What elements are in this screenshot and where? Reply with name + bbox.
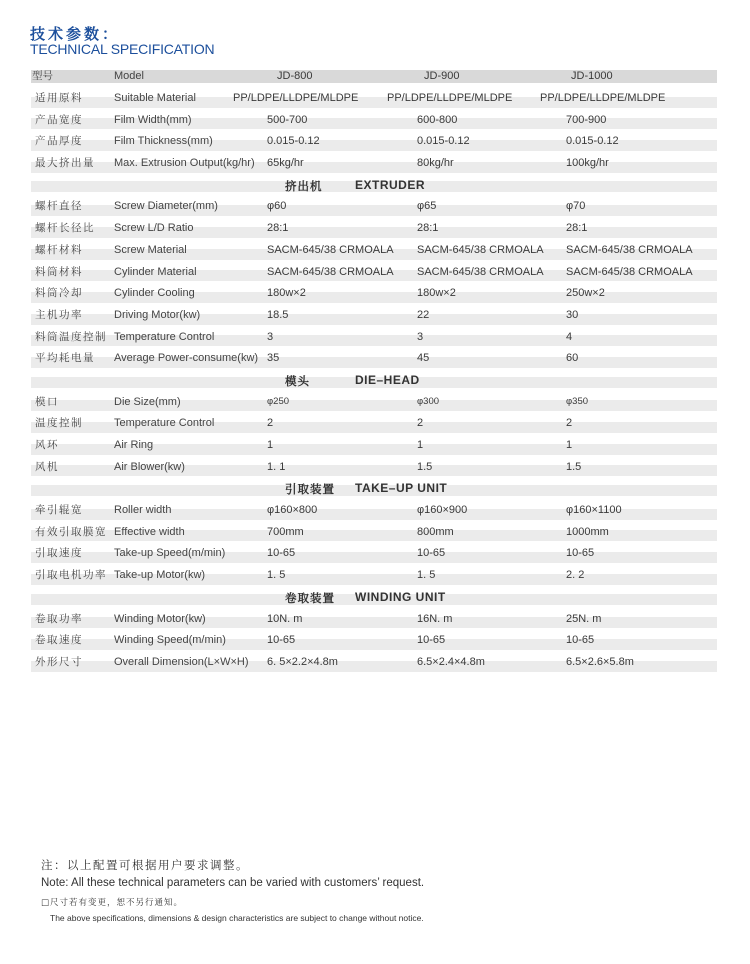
value-jd900: 800mm: [417, 525, 454, 538]
value-jd800: φ250: [267, 395, 290, 407]
label-cn: 最大挤出量: [35, 157, 95, 170]
table-row: [31, 565, 717, 587]
value-jd900: φ160×900: [417, 504, 468, 517]
title-english: TECHNICAL SPECIFICATION: [30, 41, 215, 57]
label-en: Model: [114, 70, 144, 82]
label-en: Winding Speed(m/min): [114, 634, 226, 647]
label-cn: 主机功率: [35, 308, 83, 321]
value-jd800: 18.5: [267, 308, 289, 321]
label-en: Temperature Control: [114, 330, 215, 343]
table-row: [31, 522, 717, 544]
table-row: [31, 652, 717, 674]
label-cn: 螺杆直径: [35, 200, 83, 213]
value-jd900: 10-65: [417, 547, 446, 560]
value-jd900: 80kg/hr: [417, 157, 454, 170]
label-en: Max. Extrusion Output(kg/hr): [114, 157, 255, 170]
value-jd900: 2: [417, 417, 424, 430]
disclaimer-english: The above specifications, dimensions & design characteristics are subject to change without notice.: [50, 913, 424, 923]
notes-block: [41, 857, 424, 924]
label-en: Roller width: [114, 504, 172, 517]
section-header-winding-unit: [31, 587, 717, 609]
label-en: Screw Diameter(mm): [114, 200, 218, 213]
label-en: Die Size(mm): [114, 395, 181, 408]
value-jd800: 180w×2: [267, 287, 306, 300]
label-cn: 料筒材料: [35, 265, 83, 278]
value-jd1000: φ70: [566, 200, 586, 213]
value-jd800: JD-800: [277, 70, 313, 82]
value-jd800: 500-700: [267, 113, 308, 126]
value-jd900: 180w×2: [417, 287, 456, 300]
value-jd800: SACM-645/38 CRMOALA: [267, 243, 394, 256]
value-jd1000: PP/LDPE/LLDPE/MLDPE: [540, 92, 666, 104]
table-row: [31, 327, 717, 349]
value-jd800: 10-65: [267, 634, 296, 647]
value-jd800: 10N. m: [267, 612, 303, 625]
table-row: [31, 283, 717, 305]
label-en: Average Power-consume(kw): [114, 352, 259, 365]
value-jd1000: 700-900: [566, 113, 607, 126]
section-title-en: WINDING UNIT: [355, 589, 446, 604]
value-jd1000: 100kg/hr: [566, 157, 609, 170]
label-cn: 风机: [35, 460, 59, 473]
label-cn: 产品宽度: [35, 113, 83, 126]
label-cn: 螺杆长径比: [35, 222, 95, 235]
value-jd900: 22: [417, 308, 430, 321]
table-row: [31, 348, 717, 370]
label-en: Cylinder Cooling: [114, 287, 195, 300]
label-cn: 料筒温度控制: [35, 330, 107, 343]
label-cn: 螺杆材料: [35, 243, 83, 256]
value-jd800: 1: [267, 439, 274, 451]
table-row: [31, 218, 717, 240]
value-jd900: 10-65: [417, 634, 446, 647]
value-jd900: 6.5×2.4×4.8m: [417, 655, 485, 668]
value-jd900: SACM-645/38 CRMOALA: [417, 243, 544, 256]
table-row: [31, 196, 717, 218]
label-en: Suitable Material: [114, 92, 196, 104]
label-cn: 风环: [35, 439, 59, 451]
value-jd1000: 4: [566, 330, 573, 343]
value-jd800: SACM-645/38 CRMOALA: [267, 265, 394, 278]
value-jd800: 3: [267, 330, 274, 343]
label-en: Air Blower(kw): [114, 460, 185, 473]
section-header-take-up-unit: [31, 478, 717, 500]
value-jd1000: 1: [566, 439, 573, 451]
value-jd900: 3: [417, 330, 424, 343]
label-cn: 卷取功率: [35, 612, 83, 625]
value-jd900: 45: [417, 352, 430, 365]
value-jd1000: 25N. m: [566, 612, 602, 625]
label-en: Take-up Motor(kw): [114, 569, 206, 582]
value-jd1000: 0.015-0.12: [566, 135, 619, 148]
label-en: Effective width: [114, 525, 185, 538]
label-cn: 平均耗电量: [35, 352, 95, 365]
value-jd800: 0.015-0.12: [267, 135, 320, 148]
label-en: Take-up Speed(m/min): [114, 547, 226, 560]
value-jd800: φ160×800: [267, 504, 318, 517]
value-jd800: 6. 5×2.2×4.8m: [267, 655, 338, 668]
section-header-extruder: [31, 175, 717, 197]
value-jd1000: 2: [566, 417, 573, 430]
value-jd1000: 10-65: [566, 547, 595, 560]
section-title-cn: 挤出机: [285, 178, 323, 193]
value-jd800: 1. 5: [267, 569, 286, 582]
label-cn: 有效引取膜宽: [35, 525, 107, 538]
value-jd900: φ65: [417, 200, 437, 213]
value-jd1000: 28:1: [566, 222, 588, 235]
title-chinese: 技术参数：: [30, 25, 121, 43]
spec-table: [31, 66, 717, 674]
disclaimer-chinese: □尺寸若有变更，恕不另行通知。: [41, 898, 184, 908]
value-jd800: 10-65: [267, 547, 296, 560]
section-header-die-head: [31, 370, 717, 392]
section-title-en: EXTRUDER: [355, 177, 426, 192]
value-jd800: 65kg/hr: [267, 157, 304, 170]
value-jd1000: φ350: [566, 395, 589, 407]
table-row: [31, 500, 717, 522]
label-en: Winding Motor(kw): [114, 612, 206, 625]
label-en: Screw L/D Ratio: [114, 222, 194, 235]
table-row: [31, 543, 717, 565]
label-en: Screw Material: [114, 243, 187, 256]
value-jd900: 1: [417, 439, 424, 451]
value-jd1000: SACM-645/38 CRMOALA: [566, 243, 693, 256]
table-row: [31, 435, 717, 457]
label-cn: 引取速度: [35, 547, 83, 560]
section-title-en: TAKE–UP UNIT: [355, 481, 448, 496]
value-jd1000: 10-65: [566, 634, 595, 647]
value-jd900: φ300: [417, 395, 440, 407]
value-jd1000: 60: [566, 352, 579, 365]
label-en: Overall Dimension(L×W×H): [114, 655, 249, 668]
value-jd900: 0.015-0.12: [417, 135, 470, 148]
value-jd800: φ60: [267, 200, 287, 213]
value-jd800: 28:1: [267, 222, 289, 235]
table-row: [31, 413, 717, 435]
title-block: [30, 26, 214, 57]
section-title-cn: 卷取装置: [285, 590, 335, 605]
section-title-cn: 引取装置: [285, 482, 335, 497]
label-cn: 牵引辊宽: [35, 504, 83, 517]
value-jd900: 1.5: [417, 460, 433, 473]
value-jd1000: 6.5×2.6×5.8m: [566, 655, 634, 668]
value-jd900: 600-800: [417, 113, 458, 126]
value-jd1000: φ160×1100: [566, 504, 622, 517]
value-jd800: 35: [267, 352, 280, 365]
value-jd900: JD-900: [424, 70, 460, 82]
table-row: [31, 457, 717, 479]
table-row: [31, 262, 717, 284]
value-jd1000: 1.5: [566, 460, 582, 473]
value-jd1000: 2. 2: [566, 569, 585, 582]
label-cn: 温度控制: [35, 417, 83, 430]
label-en: Air Ring: [114, 439, 154, 451]
label-cn: 料筒冷却: [35, 287, 83, 300]
value-jd900: SACM-645/38 CRMOALA: [417, 265, 544, 278]
value-jd900: 16N. m: [417, 612, 453, 625]
label-cn: 适用原料: [35, 92, 83, 104]
table-row: [31, 392, 717, 414]
value-jd900: PP/LDPE/LLDPE/MLDPE: [387, 92, 513, 104]
value-jd800: 1. 1: [267, 460, 286, 473]
note-chinese: 注：以上配置可根据用户要求调整。: [41, 858, 249, 872]
value-jd1000: SACM-645/38 CRMOALA: [566, 265, 693, 278]
table-row: [31, 131, 717, 153]
table-row: [31, 609, 717, 631]
label-en: Film Width(mm): [114, 113, 192, 126]
label-cn: 模口: [35, 395, 59, 408]
table-row-model: [31, 66, 717, 88]
label-cn: 外形尺寸: [35, 655, 83, 668]
value-jd1000: 250w×2: [566, 287, 605, 300]
value-jd800: 700mm: [267, 525, 304, 538]
table-row: [31, 630, 717, 652]
label-cn: 产品厚度: [35, 135, 83, 148]
table-row: [31, 153, 717, 175]
note-english: Note: All these technical parameters can be varied with customers’ request.: [41, 877, 425, 889]
value-jd900: 28:1: [417, 222, 439, 235]
label-en: Film Thickness(mm): [114, 135, 213, 148]
value-jd800: 2: [267, 417, 274, 430]
value-jd900: 1. 5: [417, 569, 436, 582]
value-jd1000: 30: [566, 308, 579, 321]
table-row: [31, 305, 717, 327]
table-row: [31, 110, 717, 132]
value-jd1000: JD-1000: [571, 70, 613, 82]
value-jd1000: 1000mm: [566, 525, 609, 538]
table-row: [31, 240, 717, 262]
label-en: Temperature Control: [114, 417, 215, 430]
label-en: Cylinder Material: [114, 265, 197, 278]
section-title-cn: 模头: [285, 373, 310, 388]
label-cn: 引取电机功率: [35, 569, 107, 582]
label-en: Driving Motor(kw): [114, 308, 201, 321]
section-title-en: DIE–HEAD: [355, 372, 420, 387]
table-row: [31, 88, 717, 110]
label-cn: 卷取速度: [35, 634, 83, 647]
value-jd800: PP/LDPE/LLDPE/MLDPE: [233, 92, 359, 104]
label-cn: 型号: [32, 70, 53, 82]
